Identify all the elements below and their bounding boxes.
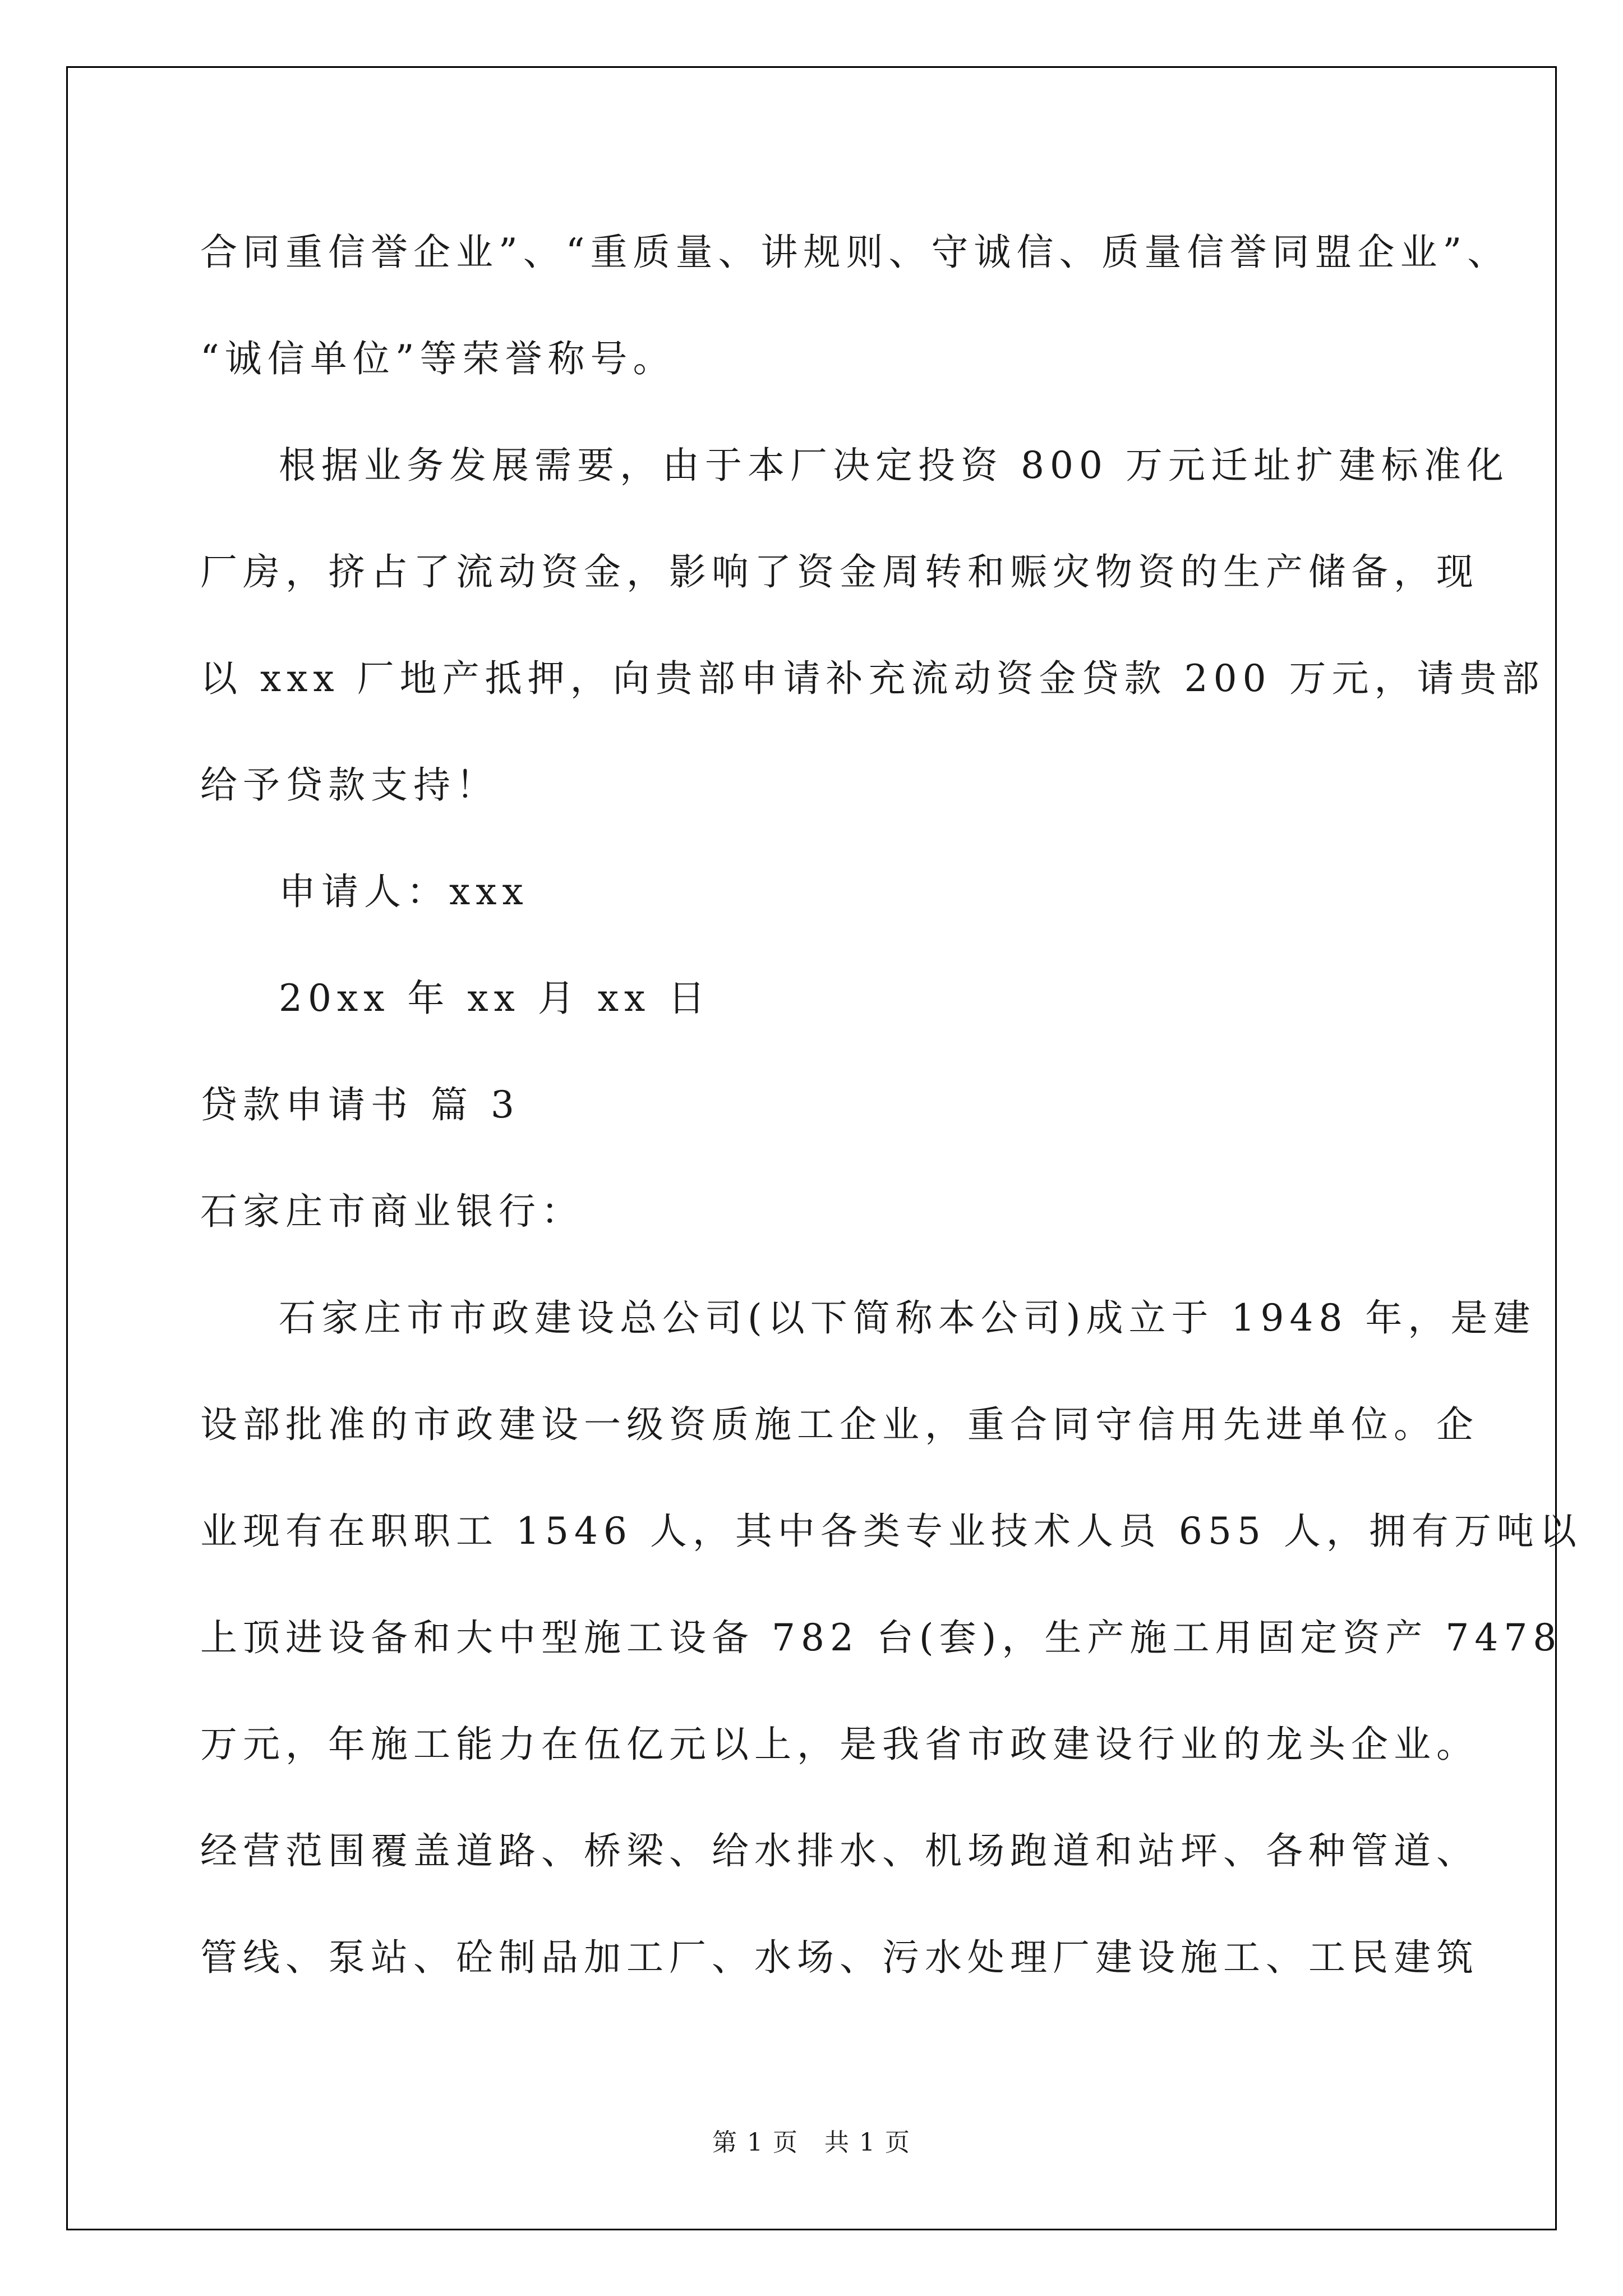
text-line-2: “诚信单位”等荣誉称号。 xyxy=(200,337,676,380)
text-line-16: 经营范围覆盖道路、桥梁、给水排水、机场跑道和站坪、各种管道、 xyxy=(200,1829,1479,1872)
applicant-line: 申请人：xxx xyxy=(279,870,529,913)
salutation: 石家庄市商业银行： xyxy=(200,1190,584,1233)
date-line: 20xx 年 xx 月 xx 日 xyxy=(279,977,711,1020)
section-heading: 贷款申请书 篇 3 xyxy=(200,1083,520,1126)
text-line-1: 合同重信誉企业”、“重质量、讲规则、守诚信、质量信誉同盟企业”、 xyxy=(200,231,1510,274)
text-line-17: 管线、泵站、砼制品加工厂、水场、污水处理厂建设施工、工民建筑 xyxy=(200,1936,1479,1979)
text-line-14: 上顶进设备和大中型施工设备 782 台(套)，生产施工用固定资产 7478 xyxy=(200,1616,1562,1659)
page-footer: 第 1 页 共 1 页 xyxy=(712,2128,911,2157)
text-line-6: 给予贷款支持！ xyxy=(200,763,499,807)
page-border xyxy=(66,66,1582,2230)
text-line-12: 设部批准的市政建设一级资质施工企业，重合同守信用先进单位。企 xyxy=(200,1403,1479,1446)
text-line-3: 根据业务发展需要，由于本厂决定投资 800 万元迁址扩建标准化 xyxy=(279,444,1509,487)
text-line-15: 万元，年施工能力在伍亿元以上，是我省市政建设行业的龙头企业。 xyxy=(200,1723,1479,1766)
text-line-11: 石家庄市市政建设总公司(以下简称本公司)成立于 1948 年，是建 xyxy=(279,1296,1536,1340)
text-line-13: 业现有在职职工 1546 人，其中各类专业技术人员 655 人，拥有万吨以 xyxy=(200,1510,1582,1553)
text-line-4: 厂房，挤占了流动资金，影响了资金周转和赈灾物资的生产储备，现 xyxy=(200,550,1479,593)
text-line-5: 以 xxx 厂地产抵押，向贵部申请补充流动资金贷款 200 万元，请贵部 xyxy=(200,657,1545,700)
